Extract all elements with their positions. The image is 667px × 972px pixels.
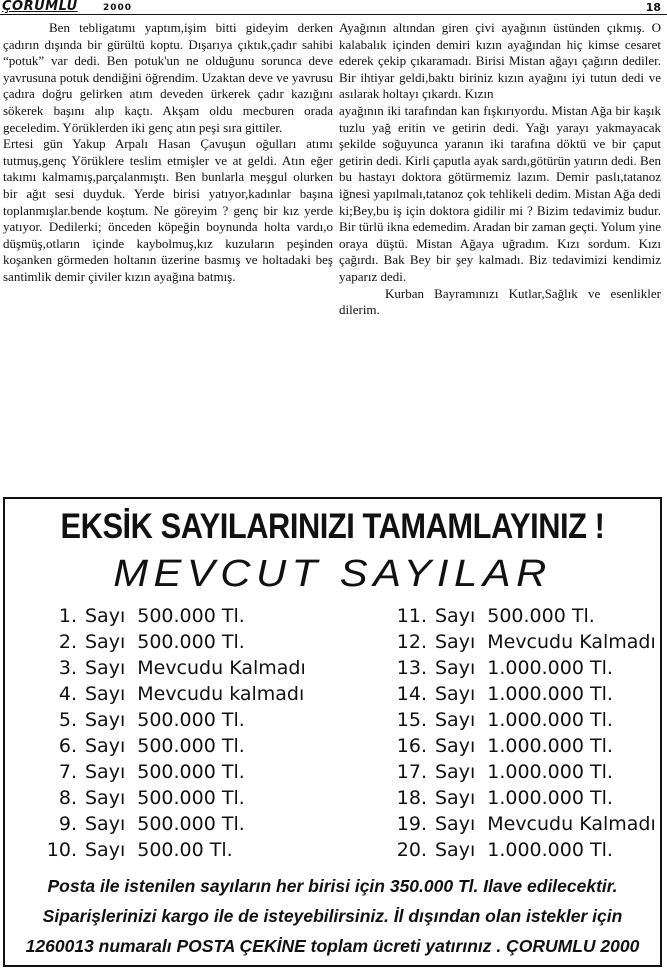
- issue-number: 10.: [46, 839, 77, 861]
- issue-number: 17.: [396, 761, 427, 783]
- publication-year: 2000: [103, 3, 133, 13]
- issue-row: [377, 707, 662, 733]
- issue-row: [27, 681, 347, 707]
- issue-availability: 500.000 Tl.: [487, 605, 595, 627]
- issue-number: 20.: [396, 839, 427, 861]
- issue-row: [377, 785, 662, 811]
- issue-row: [377, 629, 662, 655]
- issue-label: Sayı: [85, 787, 126, 809]
- issue-number: 14.: [396, 683, 427, 705]
- issue-row: [377, 681, 662, 707]
- issue-number: 4.: [58, 683, 77, 705]
- issue-label: Sayı: [435, 735, 476, 757]
- issue-number: 18.: [396, 787, 427, 809]
- issue-number: 13.: [396, 657, 427, 679]
- issue-number: 8.: [58, 787, 77, 809]
- issue-availability: 1.000.000 Tl.: [487, 787, 613, 809]
- issue-availability: 1.000.000 Tl.: [487, 683, 613, 705]
- issue-row: [377, 733, 662, 759]
- issue-availability: 500.000 Tl.: [137, 787, 245, 809]
- postal-surcharge-note: Posta ile istenilen sayıların her birisi için 350.000 Tl. Ilave edilecektir.: [47, 876, 618, 896]
- article-column-right: [339, 20, 661, 319]
- issue-availability: 500.000 Tl.: [137, 735, 245, 757]
- issue-label: Sayı: [85, 631, 126, 653]
- ad-footer: [5, 871, 660, 961]
- issue-row: [27, 733, 347, 759]
- issue-availability: 1.000.000 Tl.: [487, 839, 613, 861]
- issue-label: Sayı: [435, 683, 476, 705]
- issue-number: 1.: [58, 605, 77, 627]
- issue-label: Sayı: [85, 839, 126, 861]
- issue-number: 12.: [396, 631, 427, 653]
- issue-label: Sayı: [85, 657, 126, 679]
- issue-label: Sayı: [435, 761, 476, 783]
- issue-label: Sayı: [435, 605, 476, 627]
- issue-row: [27, 655, 347, 681]
- page-number: 18: [645, 1, 661, 14]
- issue-availability: Mevcudu Kalmadı: [137, 657, 306, 679]
- issue-row: [27, 759, 347, 785]
- issue-availability: 500.00 Tl.: [137, 839, 233, 861]
- issue-label: Sayı: [85, 761, 126, 783]
- issue-availability: Mevcudu Kalmadı: [487, 813, 656, 835]
- cargo-order-note: Siparişlerinizi kargo ile de isteyebilirsiniz. İl dışından olan istekler için: [42, 906, 623, 926]
- issue-availability: 1.000.000 Tl.: [487, 657, 613, 679]
- issue-label: Sayı: [85, 813, 126, 835]
- issue-number: 5.: [58, 709, 77, 731]
- issue-availability: 1.000.000 Tl.: [487, 761, 613, 783]
- issue-availability: 500.000 Tl.: [137, 631, 245, 653]
- issue-number: 16.: [396, 735, 427, 757]
- issue-row: [27, 629, 347, 655]
- issue-number: 9.: [58, 813, 77, 835]
- ad-subtitle: MEVCUT SAYILAR: [113, 553, 552, 595]
- postal-account-note: 1260013 numaralı POSTA ÇEKİNE toplam ücreti yatırınız . ÇORUMLU 2000: [25, 936, 640, 956]
- issue-number: 2.: [58, 631, 77, 653]
- issue-row: [377, 837, 662, 863]
- issue-number: 3.: [58, 657, 77, 679]
- back-issues-advertisement: [3, 497, 662, 967]
- article-column-left: [3, 20, 333, 286]
- article-paragraph: ayağının iki tarafından kan fışkırıyordu. Mistan Ağa bir kaşık tuzlu yağ eritin ve getirin dedi. Yağı yarayı yakmayacak şekilde soğuyunca yaranın iki tarafına döktü ve bir çaput getirin dedi. Kirli çaputla ayak sardı,götürün yatırın dedi. Ben bu hastayı doktora götürmemiz lazım. Demir paslı,tatanoz iğnesi yapılmalı,tatanoz çok tehlikeli dedim. Mistan Ağa dedi ki;Bey,bu iş için doktora gidilir mi ? Bizim tedavimiz budur. Bir türlü ikna edemedim. Aradan bir zaman geçti. Yolum yine oraya düştü. Mistan Ağaya uğradım. Kızı sordum. Kızı çağırdı. Bak Bey bir şey kalmadı. Biz tedavimizi kendimiz yaparız dedi.: [339, 102, 661, 284]
- issue-number: 6.: [58, 735, 77, 757]
- issue-label: Sayı: [435, 657, 476, 679]
- issue-availability: 1.000.000 Tl.: [487, 709, 613, 731]
- page-header: [0, 0, 667, 16]
- ad-title: EKSİK SAYILARINIZI TAMAMLAYINIZ !: [60, 507, 605, 546]
- header-rule: [0, 14, 667, 15]
- issue-label: Sayı: [85, 709, 126, 731]
- issue-row: [27, 603, 347, 629]
- article-paragraph: Ertesi gün Yakup Arpalı Hasan Çavuşun oğulları atımı tutmuş,genç Yörüklere teslim etmişler ve at geldi. Atın eğer takımı kalmamış,parçalanmıştı. Ben bunlarla meşgul olurken bir ağıt sesi duyduk. Yerde birisi yatıyor,kadınlar başına toplanmışlar.bende koştum. Ne göreyim ? genç bir kız yerde yatıyor. Dedilerki; önceden köpeğin boynunda holta vardı,o düşmüş,otların içinde kaybolmuş,kız kuzuların peşinden koşanken görmeden holtanın üzerine basmış ve holtadaki beş santimlik demir çiviler kızın ayağına batmış.: [3, 136, 333, 284]
- issue-label: Sayı: [435, 709, 476, 731]
- issue-label: Sayı: [85, 683, 126, 705]
- issues-list-right: [377, 603, 662, 863]
- article-paragraph: Ayağının altından giren çivi ayağının üstünden çıkmış. O kalabalık içinden demiri kızın ayağından hiç kimse cesaret ederek çekip çıkaramadı. Birisi Mistan ağayı çağırın dediler. Bir ihtiyar geldi,baktı biriniz kızın ayağını iyi tutun dedi ve asılarak holtayı çıkardı. Kızın: [339, 20, 661, 102]
- issue-availability: 500.000 Tl.: [137, 709, 245, 731]
- issue-label: Sayı: [435, 839, 476, 861]
- issue-label: Sayı: [85, 735, 126, 757]
- issue-availability: Mevcudu kalmadı: [137, 683, 305, 705]
- issue-availability: 500.000 Tl.: [137, 761, 245, 783]
- issue-label: Sayı: [435, 813, 476, 835]
- issue-label: Sayı: [435, 631, 476, 653]
- issue-row: [377, 811, 662, 837]
- issue-number: 15.: [396, 709, 427, 731]
- issue-availability: 1.000.000 Tl.: [487, 735, 613, 757]
- issue-row: [377, 655, 662, 681]
- issue-row: [377, 759, 662, 785]
- issue-row: [377, 603, 662, 629]
- issue-number: 7.: [58, 761, 77, 783]
- issues-list-left: [27, 603, 347, 863]
- issue-label: Sayı: [85, 605, 126, 627]
- publication-name: ÇORUMLU: [2, 0, 78, 14]
- closing-greeting: Kurban Bayramınızı Kutlar,Sağlık ve esenlikler dilerim.: [339, 285, 661, 318]
- issue-label: Sayı: [435, 787, 476, 809]
- issue-number: 19.: [396, 813, 427, 835]
- issue-row: [27, 785, 347, 811]
- issue-number: 11.: [396, 605, 427, 627]
- issue-availability: 500.000 Tl.: [137, 605, 245, 627]
- issue-row: [27, 707, 347, 733]
- article-paragraph: Ben tebligatımı yaptım,işim bitti gideyim derken çadırın dışında bir gürültü koptu. Dışarıya çıktık,çadır sahibi “potuk” var dedi. Ben potuk'un ne olduğunu sorunca deve yavrusuna potuk dendiğini öğrendim. Uzaktan deve ve yavrusu çadıra doğru gelirken atım deveden ürkerek çadır kazığını sökerek başını alıp kaçtı. Akşam oldu mecburen orada geceledim. Yörüklerden iki genç atın peşi sıra gittiler.: [3, 20, 333, 135]
- issue-row: [27, 837, 347, 863]
- issue-availability: 500.000 Tl.: [137, 813, 245, 835]
- issue-availability: Mevcudu Kalmadı: [487, 631, 656, 653]
- issue-row: [27, 811, 347, 837]
